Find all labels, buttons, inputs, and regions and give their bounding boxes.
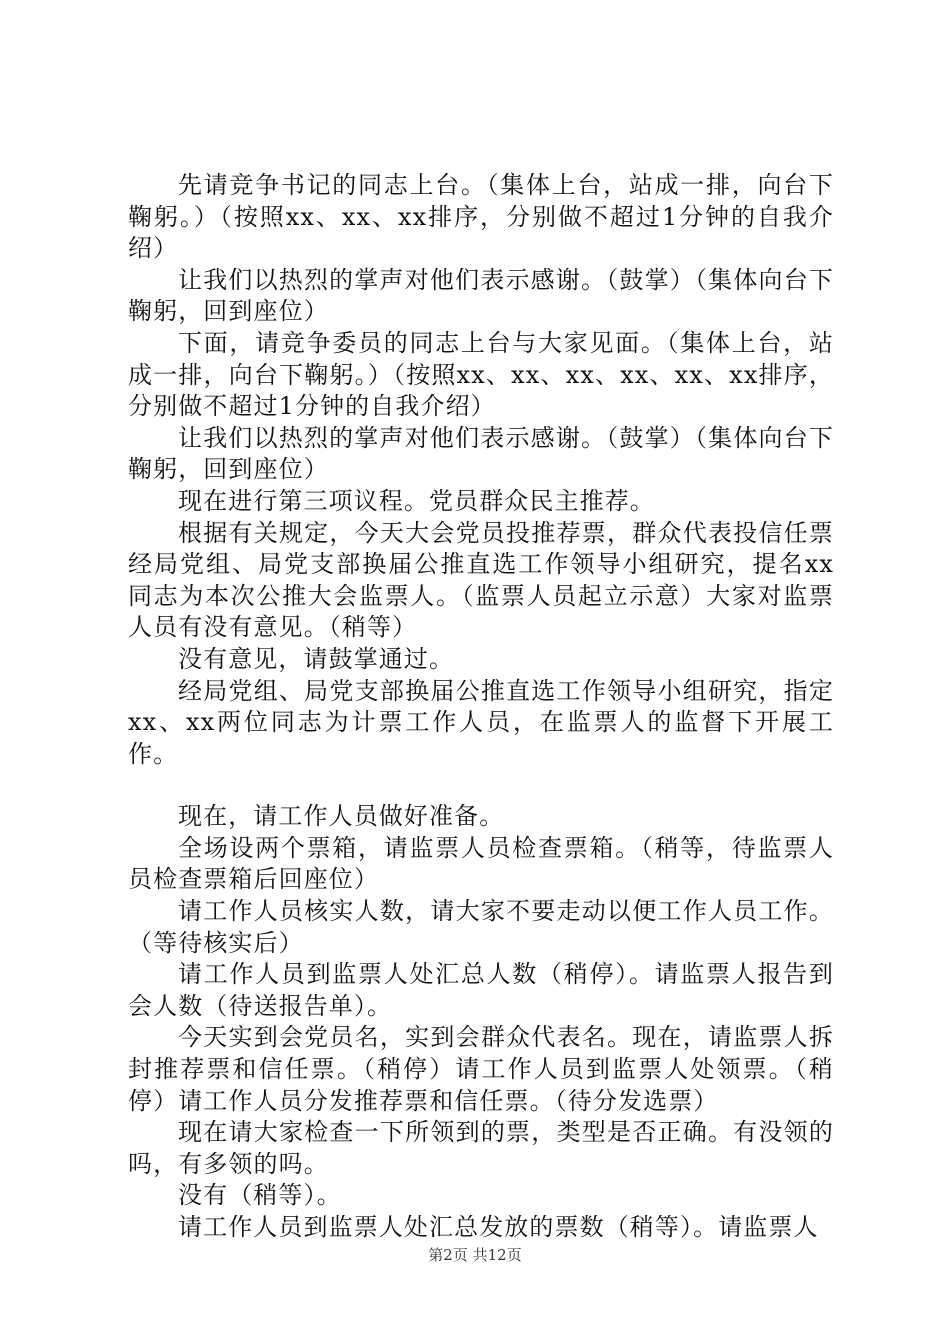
paragraph: 请工作人员到监票人处汇总人数（稍停）。请监票人报告到会人数（待送报告单）。 (128, 960, 834, 1020)
paragraph: 没有（稍等）。 (178, 1181, 342, 1210)
document-body (128, 170, 834, 1244)
paragraph: 根据有关规定，今天大会党员投推荐票，群众代表投信任票经局党组、局党支部换届公推直选工作领导小组研究，提名xx同志为本次公推大会监票人。（监票人员起立示意）大家对监票人员有没有意见。（稍等） (128, 518, 834, 642)
paragraph: 让我们以热烈的掌声对他们表示感谢。（鼓掌）（集体向台下鞠躬，回到座位） (128, 265, 834, 326)
paragraph: 请工作人员到监票人处汇总发放的票数（稍等）。请监票人 (178, 1213, 819, 1241)
paragraph: 现在请大家检查一下所领到的票，类型是否正确。有没领的吗，有多领的吗。 (128, 1118, 834, 1178)
paragraph: 现在，请工作人员做好准备。 (178, 802, 505, 831)
page-number-footer: 第2页 共12页 (428, 1246, 522, 1264)
paragraph: 今天实到会党员名，实到会群众代表名。现在，请监票人拆封推荐票和信任票。（稍停）请工作人员到监票人处领票。（稍停）请工作人员分发推荐票和信任票。（待分发选票） (128, 1023, 834, 1115)
paragraph: 全场设两个票箱，请监票人员检查票箱。（稍等，待监票人员检查票箱后回座位） (128, 833, 834, 894)
paragraph: 请工作人员核实人数，请大家不要走动以便工作人员工作。（等待核实后） (128, 897, 834, 957)
paragraph: 先请竞争书记的同志上台。（集体上台，站成一排，向台下鞠躬。）（按照xx、xx、xx排序，分别做不超过1分钟的自我介绍） (128, 171, 834, 263)
paragraph: 让我们以热烈的掌声对他们表示感谢。（鼓掌）（集体向台下鞠躬，回到座位） (128, 423, 834, 484)
paragraph: 现在进行第三项议程。党员群众民主推荐。 (178, 486, 655, 515)
paragraph: 经局党组、局党支部换届公推直选工作领导小组研究，指定xx、xx两位同志为计票工作人员，在监票人的监督下开展工作。 (128, 676, 834, 768)
paragraph: 下面，请竞争委员的同志上台与大家见面。（集体上台，站成一排，向台下鞠躬。）（按照xx、xx、xx、xx、xx、xx排序，分别做不超过1分钟的自我介绍） (128, 328, 834, 421)
paragraph: 没有意见，请鼓掌通过。 (178, 644, 455, 673)
